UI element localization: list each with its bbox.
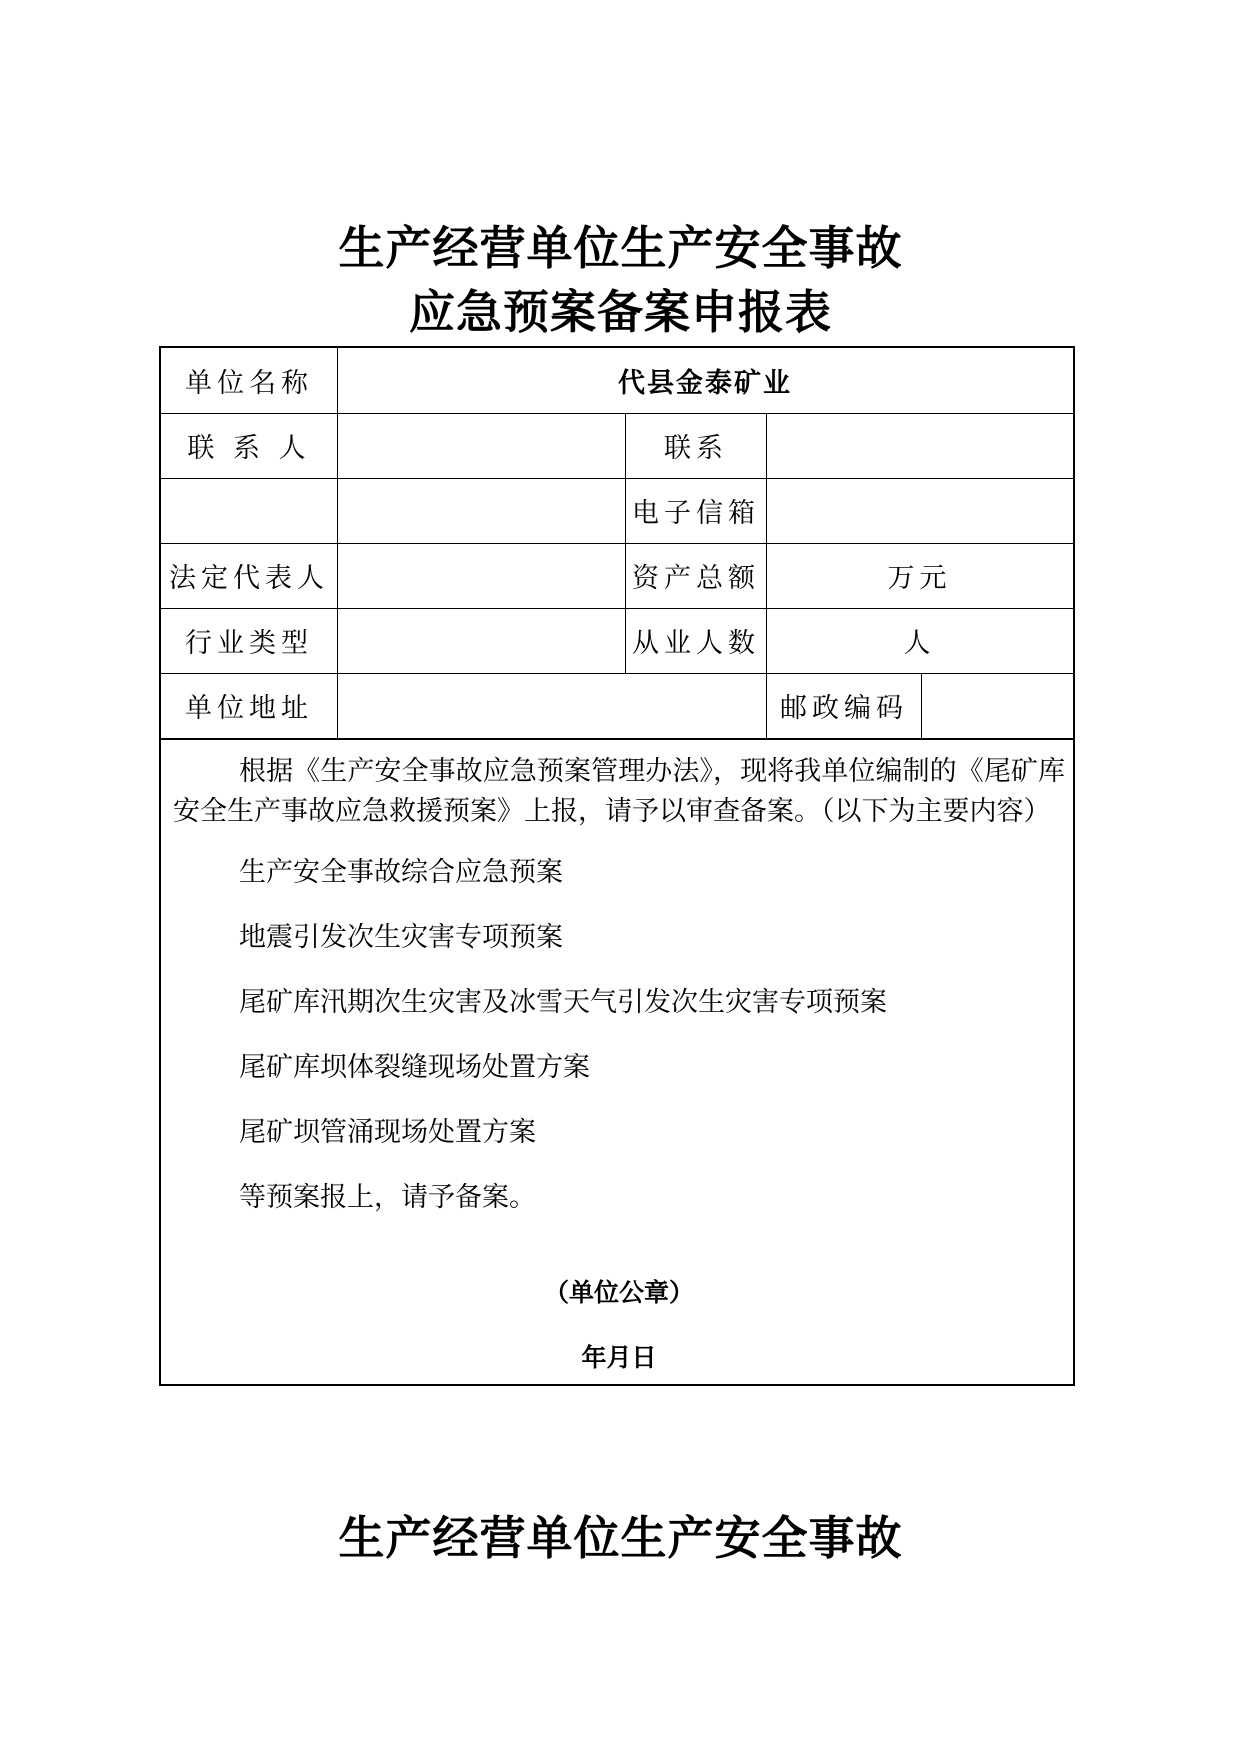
statement-section (173, 752, 1065, 1230)
contact-label: 联系 (664, 433, 728, 464)
address-label: 单位地址 (185, 693, 313, 724)
assets-unit[interactable]: 万元 (887, 563, 952, 594)
legal-rep-label: 法定代表人 (169, 563, 329, 594)
date-label: 年月日 (581, 1343, 657, 1372)
plan-item: 生产安全事故综合应急预案 (239, 857, 563, 888)
unit-name-value[interactable]: 代县金泰矿业 (618, 368, 792, 399)
document-title-line1: 生产经营单位生产安全事故 (338, 221, 903, 275)
next-page-title: 生产经营单位生产安全事故 (338, 1511, 903, 1565)
postcode-label: 邮政编码 (780, 693, 908, 724)
contact-field[interactable] (767, 413, 1072, 478)
statement-intro: 根据《生产安全事故应急预案管理办法》，现将我单位编制的《尾矿库安全生产事故应急救援预案》上报，请予以审查备案。（以下为主要内容） (173, 756, 1065, 827)
filing-form (159, 346, 1075, 1386)
plan-item: 尾矿库汛期次生灾害及冰雪天气引发次生灾害专项预案 (239, 987, 887, 1018)
blank-field[interactable] (338, 478, 625, 543)
unit-name-label: 单位名称 (185, 368, 313, 399)
plan-item: 尾矿坝管涌现场处置方案 (239, 1117, 536, 1148)
email-label: 电子信箱 (632, 498, 760, 529)
closing-sentence: 等预案报上，请予备案。 (239, 1182, 536, 1213)
row-divider (161, 738, 1073, 740)
assets-label: 资产总额 (632, 563, 760, 594)
contact-person-field[interactable] (338, 413, 625, 478)
plan-list (173, 840, 1065, 1230)
unit-seal-label: （单位公章） (543, 1278, 694, 1307)
employees-unit[interactable]: 人 (903, 628, 936, 659)
address-field[interactable] (338, 673, 766, 738)
contact-person-label: 联 系 人 (187, 433, 311, 464)
industry-label: 行业类型 (185, 628, 313, 659)
employees-label: 从业人数 (632, 628, 760, 659)
plan-item: 尾矿库坝体裂缝现场处置方案 (239, 1052, 590, 1083)
legal-rep-field[interactable] (338, 543, 625, 608)
plan-item: 地震引发次生灾害专项预案 (239, 922, 563, 953)
email-field[interactable] (767, 478, 1072, 543)
postcode-field[interactable] (922, 673, 1072, 738)
document-title-line2: 应急预案备案申报表 (409, 285, 832, 339)
industry-field[interactable] (338, 608, 625, 673)
